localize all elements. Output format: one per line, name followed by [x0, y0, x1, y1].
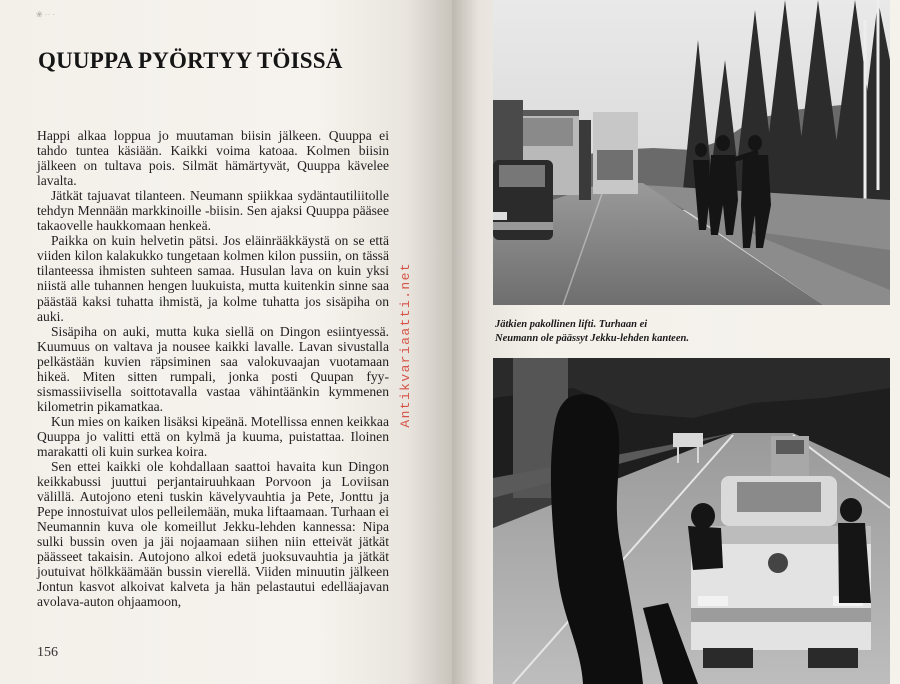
- paragraph: Sen ettei kaikki ole kohdallaan saattoi havaita kun Dingon keikkabussi juuttui perjantairuuhkaan Porvoon ja Loviisan välillä. Autojono eteni tuskin kävelyvauhtia ja Pete, Jonttu ja Pepe innostuivat ulos pelleilemään, muka liftaamaan. Turhaan ei Neumannin kuva ole komeillut Jekku-lehden kannessa: Nipa sulki bussin oven ja jäi nojaamaan siihen niin etteivät jätkät päässeet takaisin. Autojono alkoi edetä juoksuvauhtia ja jätkät joutuivat hölkkäämään bussin vierellä. Viiden minuutin jälkeen Jontun kasvot alkoivat kalveta ja hän pelastautui edelläajavan avolava-auton ohjaamoon,: [37, 459, 389, 610]
- chapter-title: QUUPPA PYÖRTYY TÖISSÄ: [38, 48, 343, 73]
- paragraph: Sisäpiha on auki, mutta kuka siellä on Dingon esiintyessä. Kuumuus on valtava ja nousee kaikki lavalle. Lavan sivustalla pelkästään kuvien räpsiminen saa valokuvaajan vuotamaan hikeä. Miten sitten rumpali, jonka posti Quupan fyysismassiivisella soittotavalla vastaa vähintäänkin kymmenen kilometrin pikamatkaa.: [37, 323, 389, 414]
- paragraph: Paikka on kuin helvetin pätsi. Jos eläinrääkkäystä on se että viiden kilon kalakukko tungetaan kolmen kilon pussiin, on tässä tilanteessa ihmisten suhteen samaa. Husulan lava on kuin yksi niistä alle tuhannen hengen luukuista, mutta kuitenkin sinne saa päästää kaksi tuhatta ihmistä, ja kolme tuhatta jos sisäpiha on auki.: [37, 233, 389, 324]
- watermark-text: Antikvariaatti.net: [398, 262, 413, 428]
- body-text: [37, 128, 389, 610]
- paragraph: Happi alkaa loppua jo muutaman biisin jälkeen. Quuppa ei tahdo tuntea käsiään. Kaikki voima katoaa. Kolmen biisin jälkeen on tultava pois. Silmät hämärtyvät, Quuppa kävelee lavalta.: [37, 128, 389, 189]
- paragraph: Jätkät tajuavat tilanteen. Neumann spiikkaa sydäntautiliitolle tehdyn Mennään markkinoille -biisin. Sen ajaksi Quuppa pääsee takaovelle haukkomaan henkeä.: [37, 188, 389, 234]
- page-number: 156: [37, 645, 58, 660]
- photo-roadside-hitchhike: [493, 0, 890, 305]
- photo-caption: [495, 318, 885, 346]
- print-smudge: ❀ ·· ·: [36, 10, 56, 19]
- paragraph: Kun mies on kaiken lisäksi kipeänä. Motellissa ennen keikkaa Quuppa jo valitti että on kylmä ja kuuma, puistattaa. Iloinen marakatti oli kuin surkea koira.: [37, 413, 389, 459]
- photo-pickup-ride: [493, 358, 890, 684]
- caption-line: Jätkien pakollinen lifti. Turhaan ei: [495, 319, 648, 330]
- caption-line: Neumann ole päässyt Jekku-lehden kanteen.: [495, 333, 689, 344]
